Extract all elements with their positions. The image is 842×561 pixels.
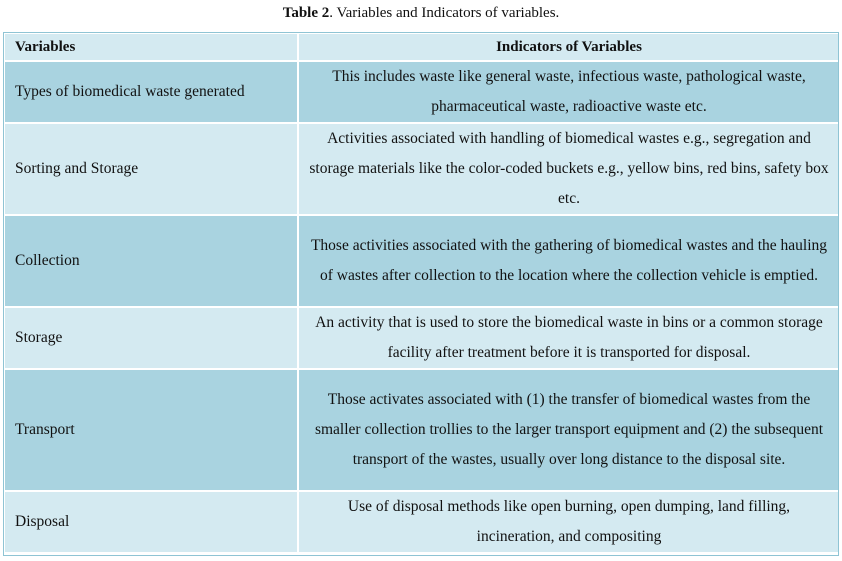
indicator-cell: Activities associated with handling of biomedical wastes e.g., segregation and storage materials like the color-coded buckets e.g., yellow bins, red bins, safety box etc. [298, 123, 840, 215]
variable-cell: Storage [4, 307, 298, 369]
column-header-variables: Variables [4, 33, 298, 61]
table-caption [0, 4, 842, 22]
indicator-cell: Those activates associated with (1) the transfer of biomedical wastes from the smaller collection trollies to the larger transport equipment and (2) the subsequent transport of the wastes, usually over long distance to the disposal site. [298, 369, 840, 491]
variable-cell: Transport [4, 369, 298, 491]
variable-cell: Sorting and Storage [4, 123, 298, 215]
table-row [4, 307, 840, 369]
indicator-cell: This includes waste like general waste, infectious waste, pathological waste, pharmaceutical waste, radioactive waste etc. [298, 61, 840, 123]
indicator-cell: An activity that is used to store the biomedical waste in bins or a common storage facility after treatment before it is transported for disposal. [298, 307, 840, 369]
table-row [4, 369, 840, 491]
table-row [4, 491, 840, 553]
table-header-row [4, 33, 840, 61]
table-row [4, 215, 840, 307]
table-caption-label: Table 2 [282, 5, 330, 21]
variable-cell: Types of biomedical waste generated [4, 61, 298, 123]
variable-cell: Disposal [4, 491, 298, 553]
table-row [4, 61, 840, 123]
variable-cell: Collection [4, 215, 298, 307]
indicator-cell: Those activities associated with the gathering of biomedical wastes and the hauling of wastes after collection to the location where the collection vehicle is emptied. [298, 215, 840, 307]
variables-table [3, 32, 841, 554]
table-row [4, 123, 840, 215]
column-header-indicators: Indicators of Variables [298, 33, 840, 61]
table-caption-text: . Variables and Indicators of variables. [329, 5, 560, 21]
indicator-cell: Use of disposal methods like open burning, open dumping, land filling, incineration, and compositing [298, 491, 840, 553]
